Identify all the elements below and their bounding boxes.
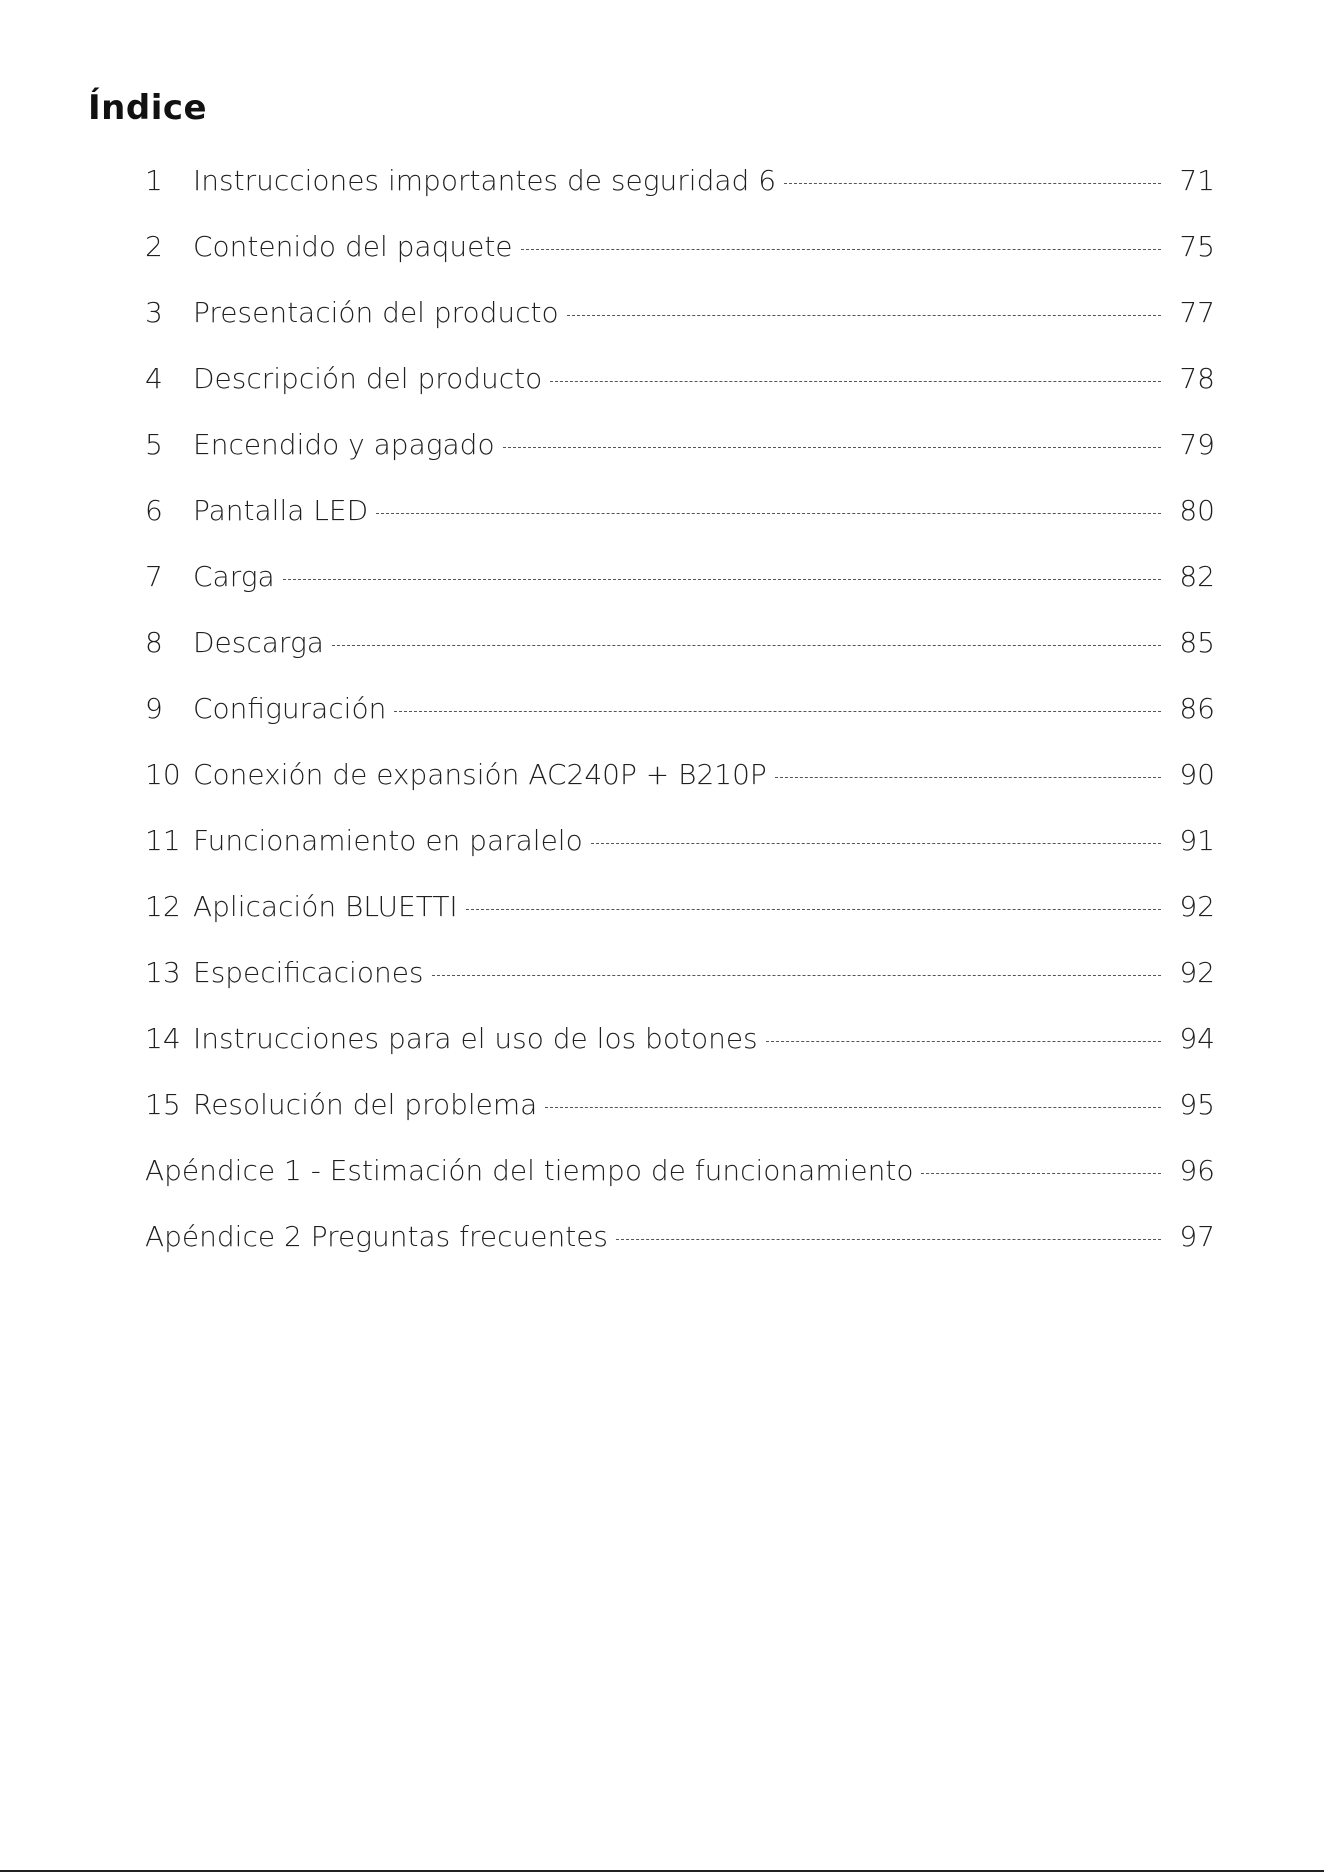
dot-leader bbox=[567, 315, 1161, 316]
dot-leader bbox=[784, 183, 1161, 184]
toc-entry-label: Funcionamiento en paralelo bbox=[193, 824, 583, 857]
dot-leader bbox=[775, 777, 1161, 778]
toc-entry-label: Descripción del producto bbox=[193, 362, 543, 395]
toc-entry-label: Apéndice 2 Preguntas frecuentes bbox=[145, 1220, 609, 1253]
toc-entry-7[interactable] bbox=[145, 560, 1215, 626]
toc-entry-label: Aplicación BLUETTI bbox=[193, 890, 458, 923]
toc-entry-page: 92 bbox=[1179, 956, 1215, 989]
toc-entry-page: 77 bbox=[1179, 296, 1215, 329]
toc-entry-number: 12 bbox=[145, 890, 181, 923]
toc-entry-number: 11 bbox=[145, 824, 181, 857]
dot-leader bbox=[521, 249, 1161, 250]
toc-entry-8[interactable] bbox=[145, 626, 1215, 692]
toc-entry-number: 6 bbox=[145, 494, 163, 527]
toc-entry-number: 8 bbox=[145, 626, 163, 659]
toc-entry-appendix-1[interactable] bbox=[145, 1154, 1215, 1220]
toc-entry-label: Apéndice 1 - Estimación del tiempo de funcionamiento bbox=[145, 1154, 914, 1187]
dot-leader bbox=[591, 843, 1161, 844]
dot-leader bbox=[332, 645, 1161, 646]
toc-entry-number: 15 bbox=[145, 1088, 181, 1121]
toc-entry-5[interactable] bbox=[145, 428, 1215, 494]
toc-entry-page: 91 bbox=[1179, 824, 1215, 857]
dot-leader bbox=[376, 513, 1161, 514]
dot-leader bbox=[766, 1041, 1161, 1042]
toc-entry-number: 4 bbox=[145, 362, 163, 395]
toc-entry-number: 13 bbox=[145, 956, 181, 989]
dot-leader bbox=[283, 579, 1161, 580]
toc-entry-label: Presentación del producto bbox=[193, 296, 559, 329]
toc-entry-number: 2 bbox=[145, 230, 163, 263]
toc-entry-page: 97 bbox=[1179, 1220, 1215, 1253]
toc-entry-page: 86 bbox=[1179, 692, 1215, 725]
toc-entry-6[interactable] bbox=[145, 494, 1215, 560]
toc-entry-label: Conexión de expansión AC240P + B210P bbox=[193, 758, 767, 791]
toc-entry-page: 92 bbox=[1179, 890, 1215, 923]
toc-entry-page: 94 bbox=[1179, 1022, 1215, 1055]
toc-entry-appendix-2[interactable] bbox=[145, 1220, 1215, 1286]
toc-entry-12[interactable] bbox=[145, 890, 1215, 956]
toc-entry-13[interactable] bbox=[145, 956, 1215, 1022]
toc-entry-label: Contenido del paquete bbox=[193, 230, 513, 263]
toc-entry-2[interactable] bbox=[145, 230, 1215, 296]
toc-entry-11[interactable] bbox=[145, 824, 1215, 890]
toc-entry-label: Pantalla LED bbox=[193, 494, 369, 527]
toc-entry-page: 78 bbox=[1179, 362, 1215, 395]
dot-leader bbox=[503, 447, 1161, 448]
toc-entry-label: Resolución del problema bbox=[193, 1088, 538, 1121]
toc-entry-14[interactable] bbox=[145, 1022, 1215, 1088]
dot-leader bbox=[616, 1239, 1161, 1240]
toc-entry-page: 80 bbox=[1179, 494, 1215, 527]
toc-entry-number: 10 bbox=[145, 758, 181, 791]
toc-entry-4[interactable] bbox=[145, 362, 1215, 428]
toc-entry-9[interactable] bbox=[145, 692, 1215, 758]
dot-leader bbox=[545, 1107, 1161, 1108]
toc-entry-page: 75 bbox=[1179, 230, 1215, 263]
toc-entry-page: 82 bbox=[1179, 560, 1215, 593]
toc-entry-page: 85 bbox=[1179, 626, 1215, 659]
toc-entry-label: Carga bbox=[193, 560, 275, 593]
toc-entry-page: 71 bbox=[1179, 164, 1215, 197]
toc-entry-page: 90 bbox=[1179, 758, 1215, 791]
dot-leader bbox=[921, 1173, 1161, 1174]
toc-entry-label: Encendido y apagado bbox=[193, 428, 495, 461]
dot-leader bbox=[466, 909, 1161, 910]
toc-entry-label: Especificaciones bbox=[193, 956, 424, 989]
toc-entry-number: 5 bbox=[145, 428, 163, 461]
toc-entry-number: 14 bbox=[145, 1022, 181, 1055]
dot-leader bbox=[550, 381, 1161, 382]
toc-entry-label: Instrucciones importantes de seguridad 6 bbox=[193, 164, 777, 197]
toc-entry-1[interactable] bbox=[145, 164, 1215, 230]
toc-entry-3[interactable] bbox=[145, 296, 1215, 362]
toc-entry-page: 79 bbox=[1179, 428, 1215, 461]
toc-entry-label: Descarga bbox=[193, 626, 324, 659]
table-of-contents bbox=[145, 164, 1215, 1286]
toc-entry-label: Instrucciones para el uso de los botones bbox=[193, 1022, 758, 1055]
toc-entry-15[interactable] bbox=[145, 1088, 1215, 1154]
toc-entry-page: 95 bbox=[1179, 1088, 1215, 1121]
toc-entry-10[interactable] bbox=[145, 758, 1215, 824]
toc-entry-page: 96 bbox=[1179, 1154, 1215, 1187]
dot-leader bbox=[432, 975, 1161, 976]
toc-entry-number: 3 bbox=[145, 296, 163, 329]
toc-entry-number: 1 bbox=[145, 164, 163, 197]
toc-entry-number: 9 bbox=[145, 692, 163, 725]
dot-leader bbox=[394, 711, 1161, 712]
page-title: Índice bbox=[88, 88, 208, 128]
toc-entry-label: Configuración bbox=[193, 692, 387, 725]
toc-entry-number: 7 bbox=[145, 560, 163, 593]
